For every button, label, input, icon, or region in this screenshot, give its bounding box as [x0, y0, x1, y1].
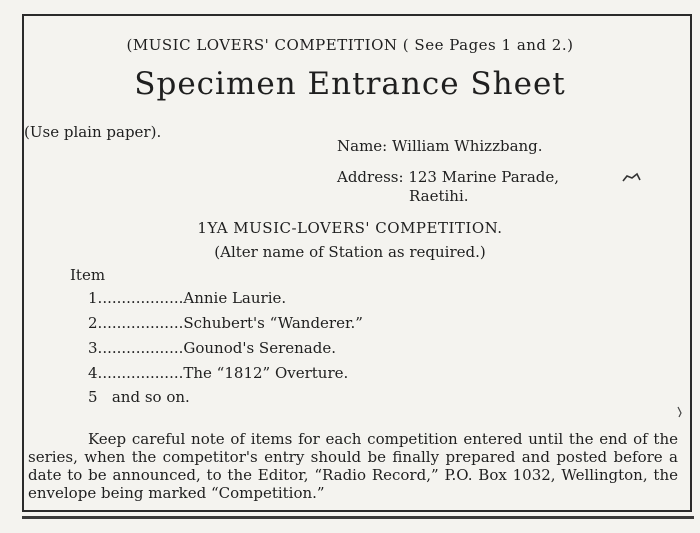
page-title: Specimen Entrance Sheet [134, 66, 566, 102]
item-title: and so on. [111, 388, 190, 406]
item-title: Annie Laurie. [183, 289, 287, 307]
item-title: The “1812” Overture. [183, 364, 349, 382]
station-line: 1YA MUSIC-LOVERS' COMPETITION. [197, 219, 503, 237]
see-pages-note: ( See Pages 1 and 2.) [402, 36, 574, 54]
address-label: Address: [337, 168, 404, 186]
items-header: Item [70, 266, 106, 284]
item-leader: .................. [97, 339, 184, 357]
address-line-1: 123 Marine Parade, [408, 168, 560, 186]
address-line-2: Raetihi. [409, 187, 469, 205]
item-title: Gounod's Serenade. [183, 339, 336, 357]
item-number: 4 [88, 364, 98, 382]
bottom-rule [22, 516, 694, 519]
list-item [88, 364, 348, 382]
item-number: 3 [88, 339, 98, 357]
item-title: Schubert's “Wanderer.” [183, 314, 363, 332]
ink-speck [676, 405, 684, 419]
item-number: 5 [88, 388, 98, 406]
name-value: William Whizzbang. [392, 137, 543, 155]
item-number: 1 [88, 289, 98, 307]
competition-line: (MUSIC LOVERS' COMPETITION [126, 36, 398, 54]
instructions-text: Keep careful note of items for each competition entered until the end of the series, when the competitor's entry should be finally prepared and posted before a date to be announced, to the Editor, “Radio Record,” P.O. Box 1032, Wellington, the envelope being marked “Competition.” [28, 430, 678, 502]
plain-paper-note: (Use plain paper). [24, 123, 162, 141]
competition-header [0, 36, 700, 54]
item-leader: .................. [97, 289, 184, 307]
name-label: Name: [337, 137, 388, 155]
list-item [88, 339, 336, 357]
item-leader: .................. [97, 314, 184, 332]
list-item [88, 289, 286, 307]
instructions-paragraph [28, 430, 678, 502]
address-row [337, 168, 559, 186]
list-item [88, 388, 190, 406]
name-row [337, 137, 543, 155]
item-number: 2 [88, 314, 98, 332]
ink-speck [621, 172, 643, 184]
list-item [88, 314, 363, 332]
alter-station-note: (Alter name of Station as required.) [214, 243, 486, 261]
item-leader: .................. [97, 364, 184, 382]
